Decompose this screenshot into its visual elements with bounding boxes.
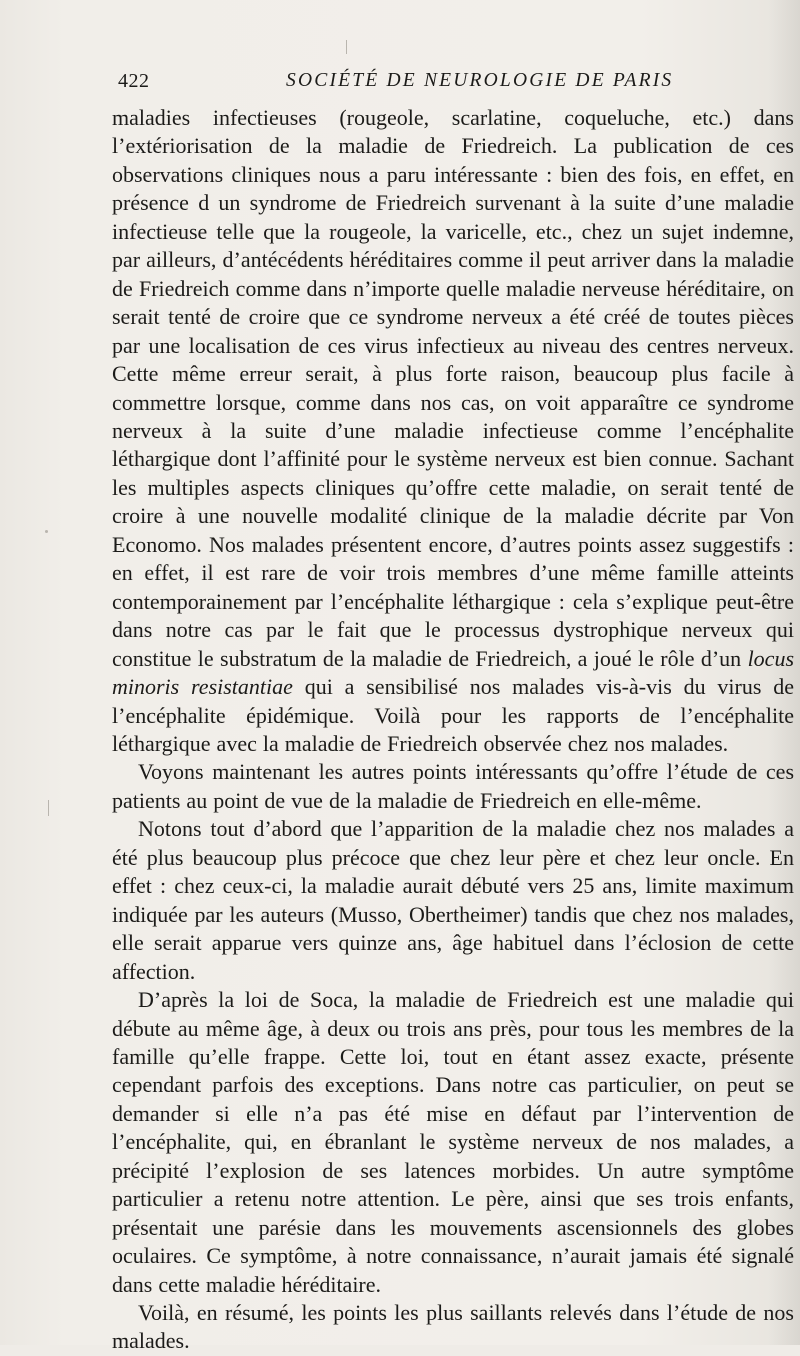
margin-mark [48,800,49,816]
paragraph-1-end: qui a sensibilisé nos malades vis-à-vis du virus de l’encéphalite épidémique. Voilà pour les rapports de l’encéphalite léthargique avec la maladie de Friedreich observée chez nos malades. [112,674,794,756]
latin-phrase: locus minoris resistantiae [112,645,795,700]
running-title: SOCIÉTÉ DE NEUROLOGIE DE PARIS [286,70,674,91]
margin-mark [45,530,48,533]
paragraph-4: D’après la loi de Soca, la maladie de Friedreich est une maladie qui débute au même âge, à deux ou trois ans près, pour tous les membres de la famille qu’elle frappe. Cette loi, tout en étant assez exacte, présente cependant parfois des exceptions. Dans notre cas particulier, on peut se demander si elle n’a pas été mise en défaut par l’intervention de l’encéphalite, qui, en ébranlant le système nerveux de nos malades, a précipité l’explosion de ses latences morbides. Un autre symptôme particulier a retenu notre attention. Le père, ainsi que ses trois enfants, présentait une parésie dans les mouvements ascensionnels des globes oculaires. Ce symptôme, à notre connaissance, n’aurait jamais été signalé dans cette maladie héréditaire. [112,987,794,1297]
page-number: 422 [118,70,150,92]
paragraph-5: Voilà, en résumé, les points les plus saillants relevés dans l’étude de nos malades. [112,1300,794,1354]
page-header [118,70,778,100]
body-text [112,104,794,1356]
paragraph-3: Notons tout d’abord que l’apparition de la maladie chez nos malades a été plus beaucoup plus précoce que chez leur père et chez leur oncle. En effet : chez ceux-ci, la maladie aurait débuté vers 25 ans, limite maximum indiquée par les auteurs (Musso, Obertheimer) tandis que chez nos malades, elle serait apparue vers quinze ans, âge habituel dans l’éclosion de cette affection. [112,816,794,984]
paragraph-1 [112,104,794,758]
paragraph-1-start: maladies infectieuses (rougeole, scarlatine, coqueluche, etc.) dans l’extériorisation de la maladie de Friedreich. La publication de ces observations cliniques nous a paru intéressante : bien des fois, en effet, en présence d un syndrome de Friedreich survenant à la suite d’une maladie infectieuse telle que la rougeole, la varicelle, etc., chez un sujet indemne, par ailleurs, d’antécédents héréditaires comme il peut arriver dans la maladie de Friedreich comme dans n’importe quelle maladie nerveuse héréditaire, on serait tenté de croire que ce syndrome nerveux a été créé de toutes pièces par une localisation de ces virus infectieux au niveau des centres nerveux. Cette même erreur serait, à plus forte raison, beaucoup plus facile à commettre lorsque, comme dans nos cas, on voit apparaître ce syndrome nerveux à la suite d’une maladie infectieuse comme l’encéphalite léthargique dont l’affinité pour le système nerveux est bien connue. Sachant les multiples aspects cliniques qu’offre cette maladie, on serait tenté de croire à une nouvelle modalité clinique de la maladie décrite par Von Economo. Nos malades présentent encore, d’autres points assez suggestifs : en effet, il est rare de voir trois membres d’une même famille atteints contemporainement par l’encéphalite léthargique : cela s’explique peut-être dans notre cas par le fait que le processus dystrophique nerveux qui constitue le substratum de la maladie de Friedreich, a joué le rôle d’un [112,105,794,671]
margin-mark [346,40,347,54]
paragraph-2: Voyons maintenant les autres points intéressants qu’offre l’étude de ces patients au point de vue de la maladie de Friedreich en elle-même. [112,759,794,813]
